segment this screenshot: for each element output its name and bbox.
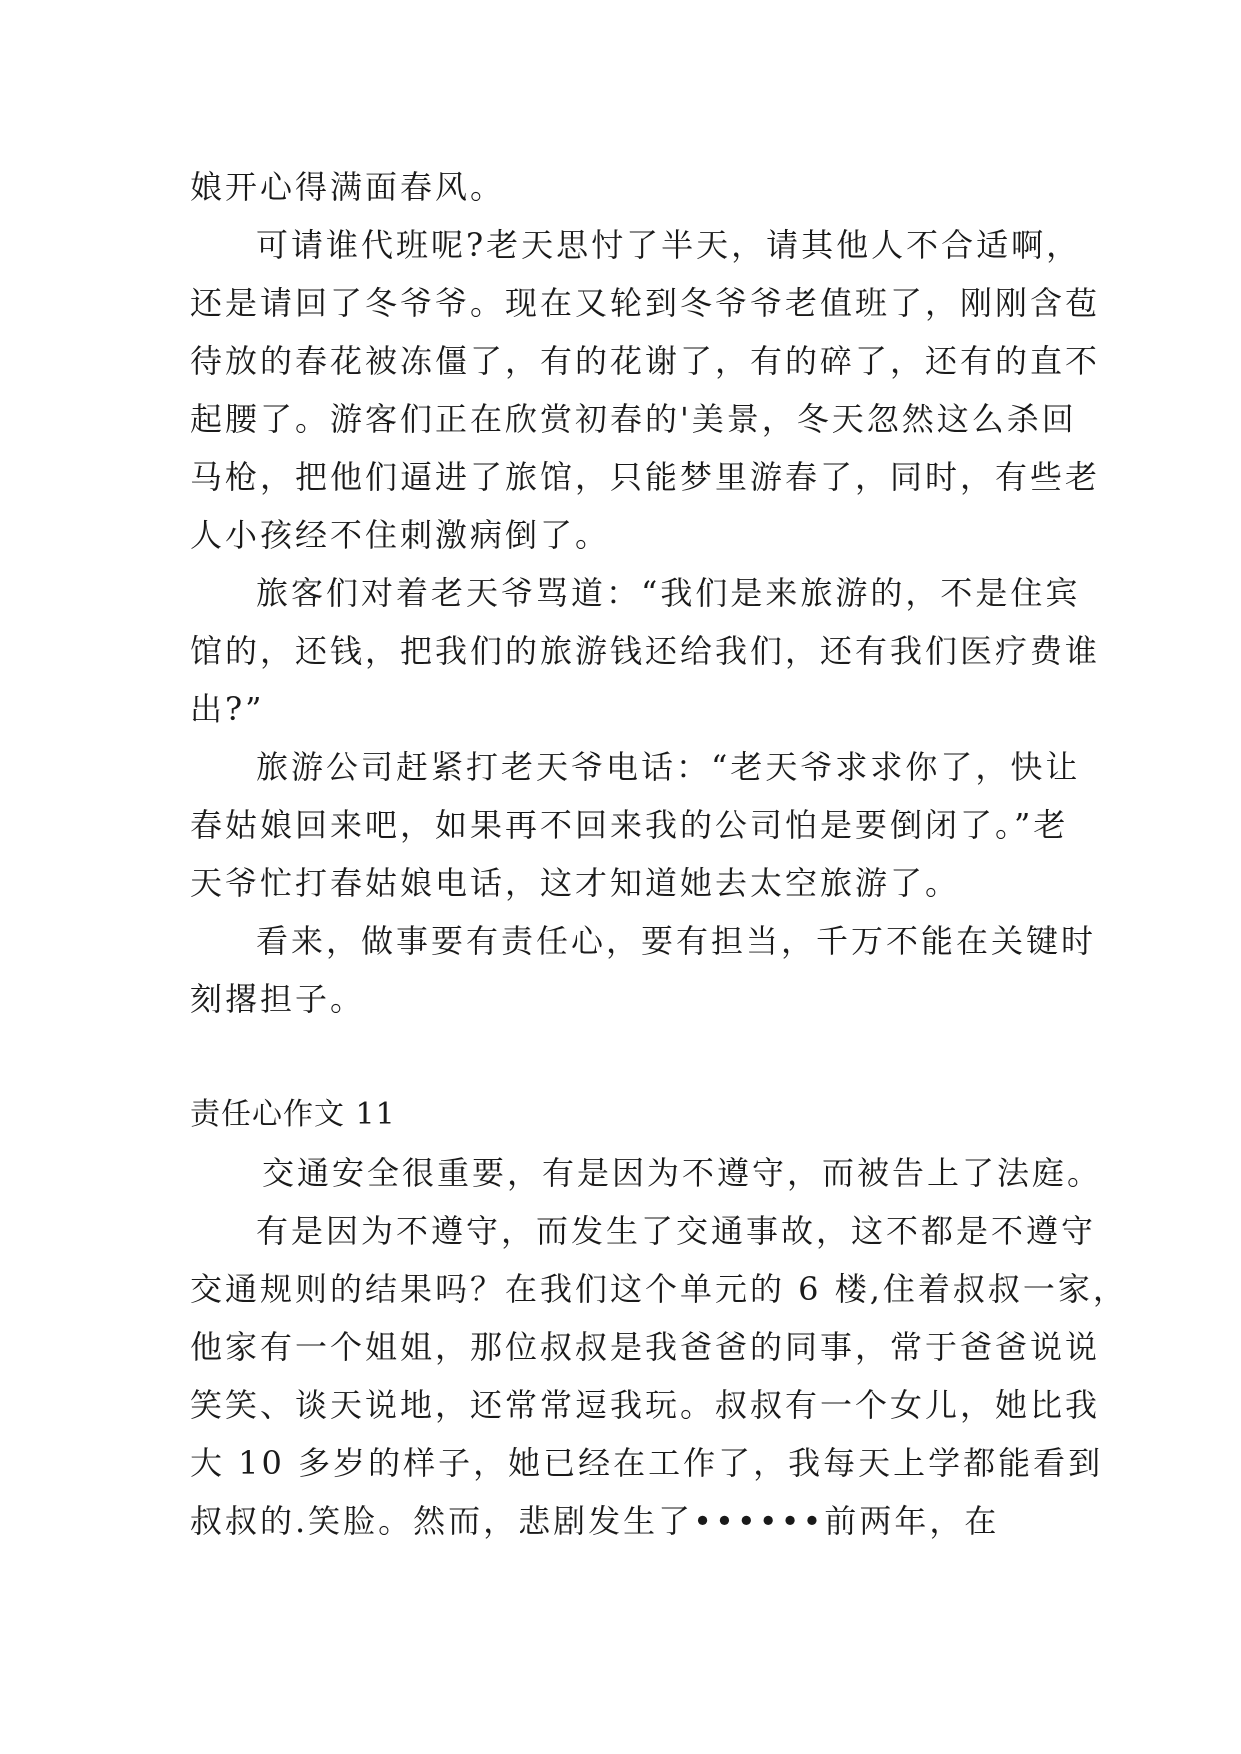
- text-line: 人小孩经不住刺激病倒了。: [190, 516, 611, 554]
- section-heading: 责任心作文 11: [190, 1097, 396, 1132]
- text-line: 起腰了。游客们正在欣赏初春的'美景，冬天忽然这么杀回: [190, 400, 1077, 438]
- text-line: 出?”: [190, 690, 265, 728]
- text-line: 天爷忙打春姑娘电话，这才知道她去太空旅游了。: [190, 864, 961, 902]
- text-line: 刻撂担子。: [190, 980, 366, 1018]
- paragraph-first-line: 交通安全很重要，有是因为不遵守，而被告上了法庭。: [262, 1154, 1103, 1192]
- text-line: 春姑娘回来吧，如果再不回来我的公司怕是要倒闭了。”老: [190, 806, 1069, 844]
- text-line: 笑笑、谈天说地，还常常逗我玩。叔叔有一个女儿，她比我: [190, 1386, 1101, 1424]
- paragraph-first-line: 可请谁代班呢?老天思忖了半天，请其他人不合适啊，: [256, 226, 1082, 264]
- text-line: 交通规则的结果吗？在我们这个单元的 6 楼,住着叔叔一家，: [190, 1270, 1128, 1308]
- text-line: 马枪，把他们逼进了旅馆，只能梦里游春了，同时，有些老: [190, 458, 1101, 496]
- paragraph-first-line: 旅客们对着老天爷骂道：“我们是来旅游的，不是住宾: [256, 574, 1081, 612]
- text-line: 大 10 多岁的样子，她已经在工作了，我每天上学都能看到: [190, 1444, 1104, 1482]
- text-line: 待放的春花被冻僵了，有的花谢了，有的碎了，还有的直不: [190, 342, 1101, 380]
- text-line: 他家有一个姐姐，那位叔叔是我爸爸的同事，常于爸爸说说: [190, 1328, 1101, 1366]
- paragraph-first-line: 看来，做事要有责任心，要有担当，千万不能在关键时: [256, 922, 1097, 960]
- text-line: 娘开心得满面春风。: [190, 168, 506, 206]
- text-line: 馆的，还钱，把我们的旅游钱还给我们，还有我们医疗费谁: [190, 632, 1101, 670]
- text-line: 叔叔的.笑脸。然而，悲剧发生了••••••前两年，在: [190, 1502, 1000, 1540]
- paragraph-first-line: 有是因为不遵守，而发生了交通事故，这不都是不遵守: [256, 1212, 1097, 1250]
- paragraph-first-line: 旅游公司赶紧打老天爷电话：“老天爷求求你了，快让: [256, 748, 1081, 786]
- text-line: 还是请回了冬爷爷。现在又轮到冬爷爷老值班了，刚刚含苞: [190, 284, 1101, 322]
